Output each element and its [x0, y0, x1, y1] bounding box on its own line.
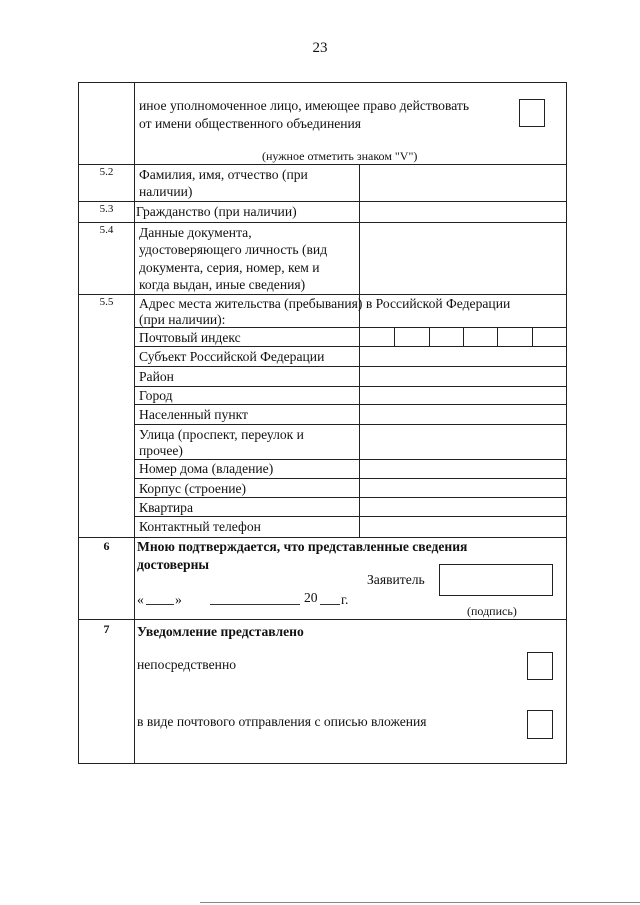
id-document-label-line2: удостоверяющего личность (вид: [139, 242, 328, 257]
date-open-quote: «: [137, 592, 144, 607]
phone-field[interactable]: [360, 517, 566, 537]
date-year-line[interactable]: [320, 604, 340, 605]
city-field[interactable]: [360, 387, 566, 404]
postal-code-label: Почтовый индекс: [139, 330, 241, 345]
option-mail-checkbox[interactable]: [527, 710, 553, 739]
option-directly-label: непосредственно: [137, 657, 237, 672]
row-number-5-5: 5.5: [99, 296, 114, 308]
authorized-person-checkbox[interactable]: [519, 99, 545, 127]
id-document-label-line1: Данные документа,: [139, 225, 252, 240]
date-day-line[interactable]: [146, 604, 174, 605]
row-number-5-3: 5.3: [99, 203, 114, 215]
option-directly-checkbox[interactable]: [527, 652, 553, 680]
confirmation-line1: Мною подтверждается, что представленные сведения: [137, 539, 468, 554]
intro-line2: от имени общественного объединения: [139, 116, 362, 131]
date-month-line[interactable]: [210, 604, 300, 605]
row-number-7: 7: [103, 622, 110, 636]
region-field[interactable]: [360, 347, 566, 366]
full-name-label-line1: Фамилия, имя, отчество (при: [139, 167, 308, 182]
signature-caption: (подпись): [467, 604, 517, 618]
house-number-field[interactable]: [360, 460, 566, 478]
street-label-line2: прочее): [139, 443, 183, 458]
postal-code-field[interactable]: [360, 328, 566, 346]
option-mail-label: в виде почтового отправления с описью вложения: [137, 714, 427, 729]
locality-label: Населенный пункт: [139, 407, 248, 422]
citizenship-label: Гражданство (при наличии): [136, 204, 297, 219]
district-field[interactable]: [360, 367, 566, 386]
citizenship-field[interactable]: [360, 202, 566, 222]
applicant-label: Заявитель: [367, 572, 425, 587]
year-prefix: 20: [304, 590, 318, 605]
locality-field[interactable]: [360, 405, 566, 424]
page-number: 23: [312, 40, 328, 56]
notification-title: Уведомление представлено: [137, 624, 304, 639]
street-field[interactable]: [360, 425, 566, 459]
scan-edge-line: [200, 902, 640, 903]
date-close-quote: »: [175, 592, 182, 607]
id-document-label-line3: документа, серия, номер, кем и: [139, 260, 320, 275]
row-number-6: 6: [103, 539, 110, 553]
confirmation-line2: достоверны: [137, 557, 210, 572]
row-number-5-2: 5.2: [99, 166, 114, 178]
street-label-line1: Улица (проспект, переулок и: [139, 427, 304, 442]
full-name-label-line2: наличии): [139, 184, 193, 199]
row-number-5-4: 5.4: [99, 224, 114, 236]
house-number-label: Номер дома (владение): [139, 461, 274, 476]
apartment-field[interactable]: [360, 498, 566, 516]
district-label: Район: [139, 369, 174, 384]
phone-label: Контактный телефон: [139, 519, 261, 534]
region-label: Субъект Российской Федерации: [139, 349, 325, 364]
intro-note: (нужное отметить знаком "V"): [262, 149, 418, 163]
id-document-field[interactable]: [360, 223, 566, 294]
city-label: Город: [139, 388, 173, 403]
intro-line1: иное уполномоченное лицо, имеющее право действовать: [139, 98, 470, 113]
signature-box[interactable]: [439, 564, 553, 596]
year-suffix: г.: [341, 592, 349, 607]
apartment-label: Квартира: [139, 500, 194, 515]
building-label: Корпус (строение): [139, 481, 247, 496]
address-label-line1: Адрес места жительства (пребывания) в Российской Федерации: [139, 296, 511, 311]
building-field[interactable]: [360, 479, 566, 497]
full-name-field[interactable]: [360, 165, 566, 201]
id-document-label-line4: когда выдан, иные сведения): [139, 277, 306, 292]
address-label-line2: (при наличии):: [139, 312, 226, 327]
